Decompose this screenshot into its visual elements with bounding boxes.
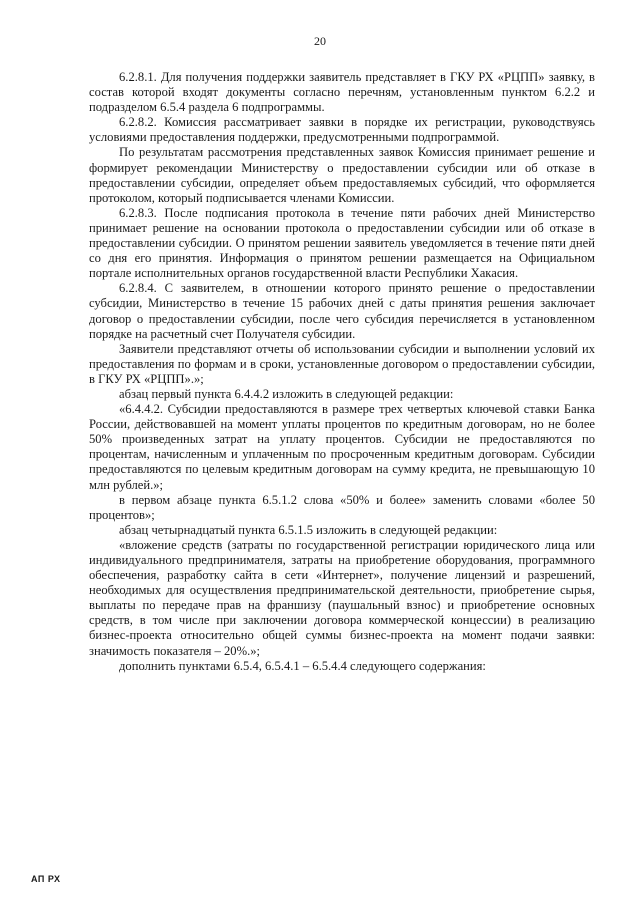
paragraph-amend-6-5-1-2: в первом абзаце пункта 6.5.1.2 слова «50% и более» заменить словами «более 50 процентов»; bbox=[89, 492, 595, 522]
paragraph-6-2-8-1: 6.2.8.1. Для получения поддержки заявитель представляет в ГКУ РХ «РЦПП» заявку, в состав которой входят документы согласно перечням, установленным пунктом 6.2.2 и подразделом 6.5.4 раздела 6 подпрограммы. bbox=[89, 70, 595, 115]
paragraph-amend-6-4-4-2: абзац первый пункта 6.4.4.2 изложить в следующей редакции: bbox=[119, 386, 454, 401]
document-body bbox=[89, 70, 595, 674]
paragraph-6-2-8-2: 6.2.8.2. Комиссия рассматривает заявки в порядке их регистрации, руководствуясь условиями предоставления поддержки, предусмотренными подпрограммой. bbox=[89, 115, 595, 145]
footer-mark: АП РХ bbox=[31, 874, 61, 884]
page-number: 20 bbox=[314, 34, 326, 48]
paragraph-6-2-8-3: 6.2.8.3. После подписания протокола в течение пяти рабочих дней Министерство принимает решение на основании протокола о предоставлении субсидии или об отказе в предоставлении субсидии. О принятом решении заявитель уведомляется в течение пяти дней со дня его принятия. Информация о принятом решении размещается на Официальном портале исполнительных органов государственной власти Республики Хакасия. bbox=[89, 205, 595, 281]
paragraph-amend-6-5-1-5: абзац четырнадцатый пункта 6.5.1.5 изложить в следующей редакции: bbox=[119, 522, 498, 537]
paragraph-investment: «вложение средств (затраты по государственной регистрации юридического лица или индивидуального предпринимателя, затраты на приобретение оборудования, программного обеспечения, разработку сайта в сети «Интернет», получение лицензий и разрешений, необходимых для осуществления предпринимательской деятельности, приобретение сырья, выплаты по передаче прав на франшизу (паушальный взнос) и приобретение основных средств, в том числе при заключении договора коммерческой концессии) в реализацию бизнес-проекта относительно общей суммы бизнес-проекта на момент подачи заявки: значимость показателя – 20%.»; bbox=[89, 537, 595, 658]
paragraph-reports: Заявители представляют отчеты об использовании субсидии и выполнении условий их предоставления по формам и в сроки, установленные договором о предоставлении субсидии, в ГКУ РХ «РЦПП».»; bbox=[89, 341, 595, 386]
paragraph-6-4-4-2: «6.4.4.2. Субсидии предоставляются в размере трех четвертых ключевой ставки Банка России, действовавшей на момент уплаты процентов по кредитным договорам, но не более 50% произведенных затрат на уплату процентов. Субсидии не предоставляются по процентам, начисленным и уплаченным по просроченным кредитным договорам. Субсидии предоставляются по целевым кредитным договорам на сумму кредита, не превышающую 10 млн рублей.»; bbox=[89, 402, 595, 492]
paragraph-6-2-8-4: 6.2.8.4. С заявителем, в отношении которого принято решение о предоставлении субсидии, Министерство в течение 15 рабочих дней с даты принятия решения заключает договор о предоставлении субсидии, после чего субсидия перечисляется в установленном порядке на расчетный счет Получателя субсидии. bbox=[89, 281, 595, 341]
paragraph-add-6-5-4: дополнить пунктами 6.5.4, 6.5.4.1 – 6.5.4.4 следующего содержания: bbox=[119, 658, 486, 673]
paragraph-commission-results: По результатам рассмотрения представленных заявок Комиссия принимает решение и формирует рекомендации Министерству о предоставлении субсидии или об отказе в предоставлении субсидии, определяет объем предоставляемых субсидий, что оформляется протоколом, который подписывается членами Комиссии. bbox=[89, 145, 595, 205]
